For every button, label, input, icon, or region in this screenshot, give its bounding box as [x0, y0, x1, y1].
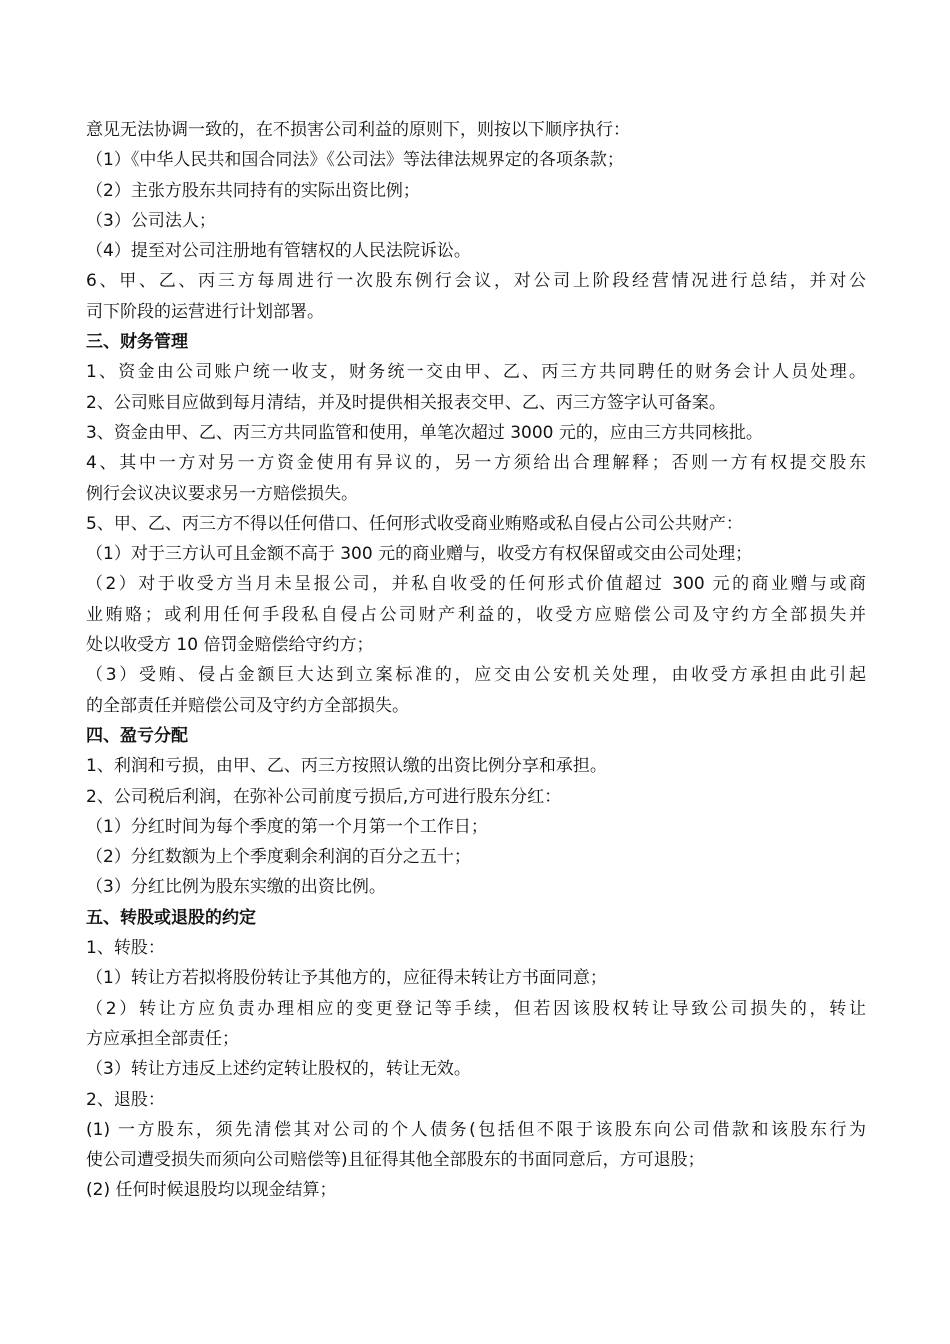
text-line: 司下阶段的运营进行计划部署。 [86, 301, 324, 322]
text-line: 处以收受方 10 倍罚金赔偿给守约方； [86, 635, 374, 656]
text-line: 例行会议决议要求另一方赔偿损失。 [86, 483, 358, 504]
text-line: （1）分红时间为每个季度的第一个月第一个工作日； [86, 816, 488, 837]
text-line: （3）受贿、侵占金额巨大达到立案标准的，应交由公安机关处理，由收受方承担由此引起 [86, 665, 866, 686]
text-line: 3、资金由甲、乙、丙三方共同监管和使用，单笔次超过 3000 元的，应由三方共同核批。 [86, 422, 763, 443]
text-line: 1、资金由公司账户统一收支，财务统一交由甲、乙、丙三方共同聘任的财务会计人员处理。 [86, 362, 866, 383]
section-heading: 四、盈亏分配 [86, 725, 188, 746]
text-line: 1、转股： [86, 938, 165, 959]
section-heading: 三、财务管理 [86, 332, 188, 353]
text-line: 意见无法协调一致的，在不损害公司利益的原则下，则按以下顺序执行： [86, 120, 630, 140]
document-body [86, 115, 866, 1206]
text-line: 方应承担全部责任； [86, 1028, 239, 1049]
text-line: 2、退股： [86, 1089, 165, 1110]
text-line: （2）对于收受方当月未呈报公司，并私自收受的任何形式价值超过 300 元的商业赠与或商 [86, 574, 866, 595]
text-line: （1）转让方若拟将股份转让予其他方的，应征得未转让方书面同意； [86, 968, 607, 989]
text-line: （1）《中华人民共和国合同法》《公司法》等法律法规界定的各项条款； [86, 150, 624, 171]
text-line: （2）转让方应负责办理相应的变更登记等手续，但若因该股权转让导致公司损失的，转让 [86, 998, 866, 1019]
text-line: （3）公司法人； [86, 210, 216, 231]
text-line: 2、公司税后利润，在弥补公司前度亏损后,方可进行股东分红： [86, 786, 562, 807]
text-line: 业贿赂；或利用任何手段私自侵占公司财产利益的，收受方应赔偿公司及守约方全部损失并 [86, 604, 866, 625]
text-line: 1、利润和亏损，由甲、乙、丙三方按照认缴的出资比例分享和承担。 [86, 756, 607, 777]
text-line: 2、公司账目应做到每月清结，并及时提供相关报表交甲、乙、丙三方签字认可备案。 [86, 392, 726, 413]
text-line: （1）对于三方认可且金额不高于 300 元的商业赠与，收受方有权保留或交由公司处理； [86, 544, 753, 565]
text-line: (2) 任何时候退股均以现金结算； [86, 1180, 337, 1201]
text-line: （2）分红数额为上个季度剩余利润的百分之五十； [86, 847, 471, 868]
text-line: (1) 一方股东，须先清偿其对公司的个人债务(包括但不限于该股东向公司借款和该股东行为 [86, 1119, 866, 1140]
text-line: 6、甲、乙、丙三方每周进行一次股东例行会议，对公司上阶段经营情况进行总结，并对公 [86, 271, 866, 292]
text-line: 的全部责任并赔偿公司及守约方全部损失。 [86, 695, 409, 716]
text-line: （3）分红比例为股东实缴的出资比例。 [86, 877, 386, 898]
text-line: 使公司遭受损失而须向公司赔偿等)且征得其他全部股东的书面同意后，方可退股； [86, 1150, 705, 1171]
text-line: 5、甲、乙、丙三方不得以任何借口、任何形式收受商业贿赂或私自侵占公司公共财产： [86, 513, 743, 534]
section-heading: 五、转股或退股的约定 [86, 907, 256, 928]
text-line: （3）转让方违反上述约定转让股权的，转让无效。 [86, 1059, 471, 1080]
text-line: （4）提至对公司注册地有管辖权的人民法院诉讼。 [86, 241, 471, 262]
text-line: 4、其中一方对另一方资金使用有异议的，另一方须给出合理解释；否则一方有权提交股东 [86, 453, 866, 474]
text-line: （2）主张方股东共同持有的实际出资比例； [86, 180, 420, 201]
